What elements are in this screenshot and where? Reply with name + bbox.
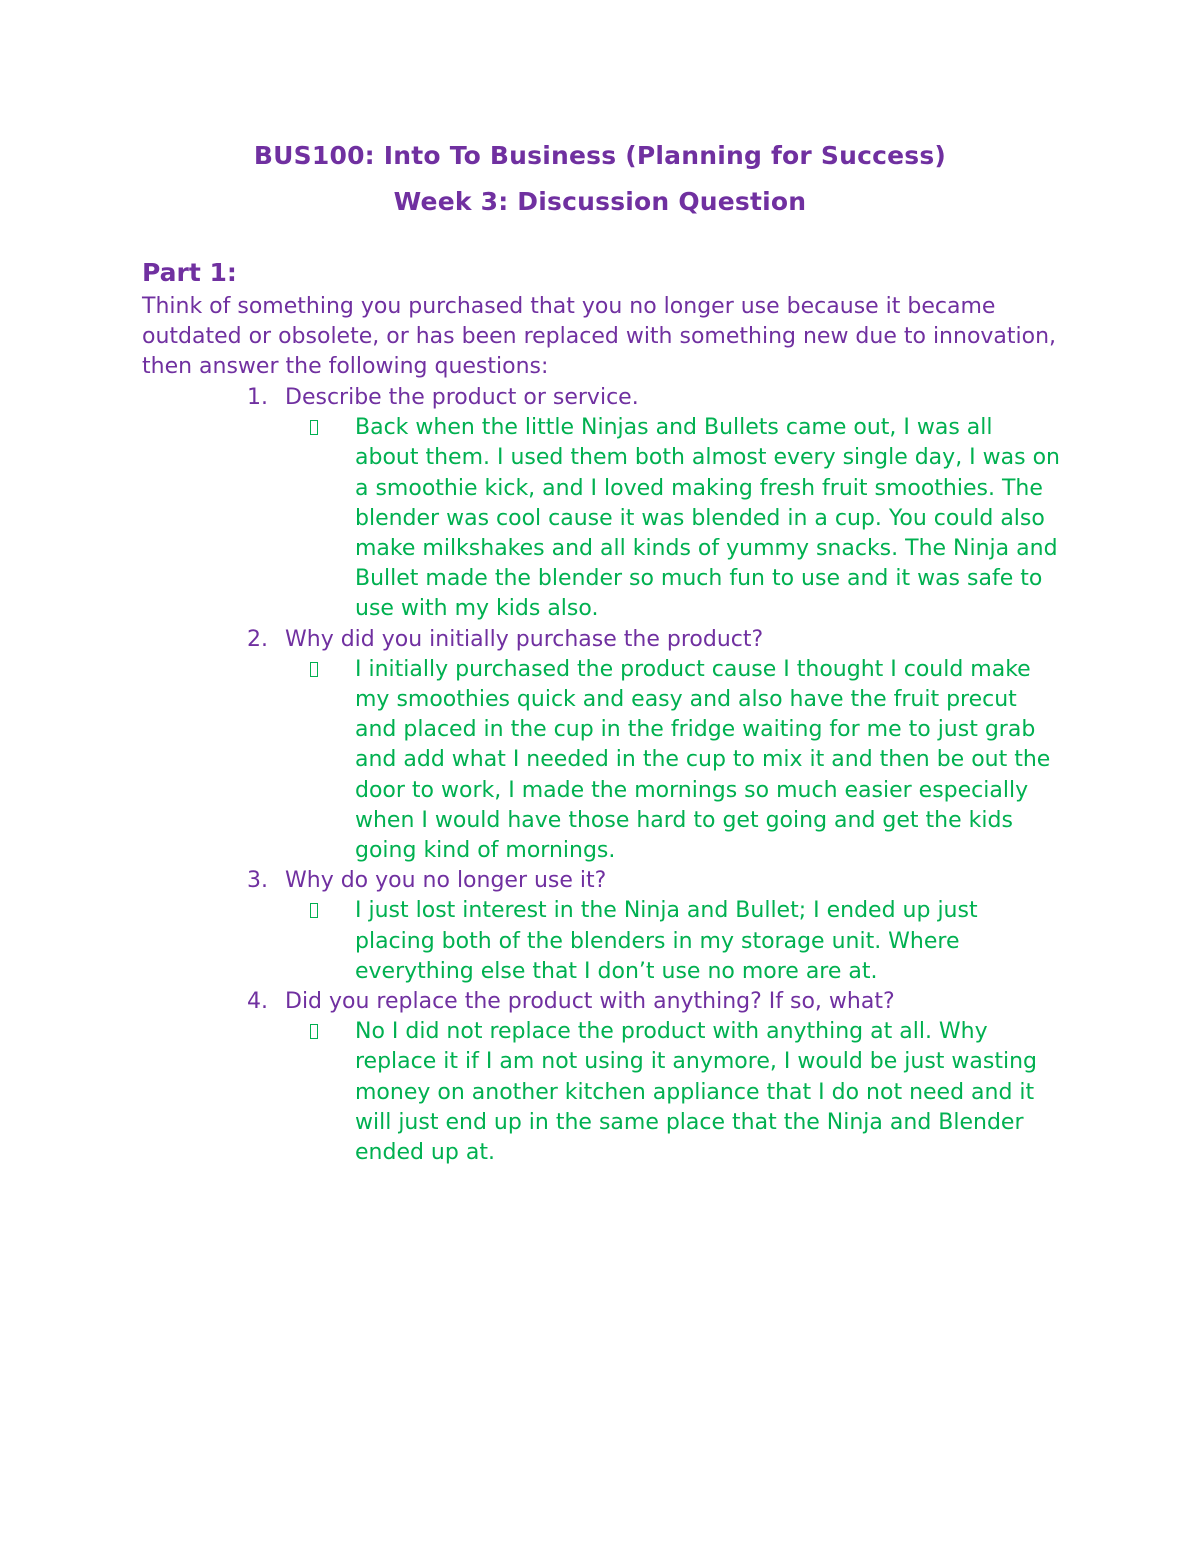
bullet-box-icon (310, 662, 318, 677)
answer-block (0, 413, 1060, 624)
question-number: 2. (247, 626, 268, 652)
answer-block (0, 896, 1060, 987)
question-item (0, 625, 1200, 867)
answer-text: No I did not replace the product with anything at all. Why replace it if I am not using it anymore, I would be just wasting money on another kitchen appliance that I do not need and it will just end up in the same place that the Ninja and Blender ended up at. (355, 1019, 1037, 1166)
question-number: 4. (247, 989, 268, 1015)
question-number: 1. (247, 385, 268, 410)
question-item (0, 987, 1200, 1168)
bullet-box-icon (310, 420, 318, 435)
intro-paragraph: Think of something you purchased that you no longer use because it became outdated or obsolete, or has been replaced with something new due to innovation, then answer the following questions: (142, 294, 1057, 380)
document-title: BUS100: Into To Business (Planning for Success) (253, 141, 947, 170)
bullet-box-icon (310, 903, 318, 918)
answer-block (0, 655, 1060, 866)
question-number: 3. (247, 868, 268, 894)
question-text: Why did you initially purchase the product? (285, 626, 764, 652)
document-subtitle: Week 3: Discussion Question (393, 187, 807, 216)
question-item (0, 383, 1200, 625)
question-list (0, 383, 1200, 1168)
question-text: Did you replace the product with anything? If so, what? (285, 989, 895, 1015)
answer-text: Back when the little Ninjas and Bullets came out, I was all about them. I used them both almost every single day, I was on a smoothie kick, and I loved making fresh fruit smoothies. The blender was cool cause it was blended in a cup. You could also make milkshakes and all kinds of yummy snacks. The Ninja and Bullet made the blender so much fun to use and it was safe to use with my kids also. (355, 415, 1060, 622)
question-item (0, 866, 1200, 987)
question-text: Describe the product or service. (285, 385, 639, 410)
answer-block (0, 1017, 1060, 1168)
bullet-box-icon (310, 1024, 318, 1039)
question-text: Why do you no longer use it? (285, 868, 607, 894)
answer-text: I just lost interest in the Ninja and Bullet; I ended up just placing both of the blenders in my storage unit. Where everything else that I don’t use no more are at. (355, 898, 978, 984)
part-heading: Part 1: (142, 258, 237, 287)
answer-text: I initially purchased the product cause I thought I could make my smoothies quick and easy and also have the fruit precut and placed in the cup in the fridge waiting for me to just grab and add what I needed in the cup to mix it and then be out the door to work, I made the mornings so much easier especially when I would have those hard to get going and get the kids going kind of mornings. (355, 656, 1051, 864)
